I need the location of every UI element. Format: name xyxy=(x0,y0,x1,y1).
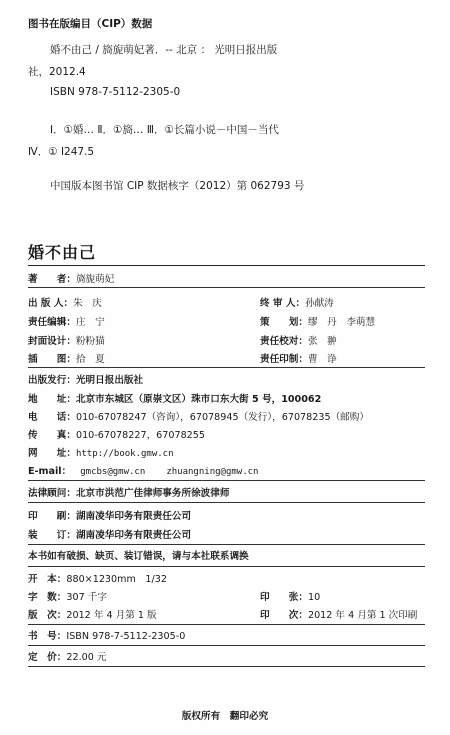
staff-rule xyxy=(28,367,425,368)
print-row xyxy=(28,508,425,522)
author-row xyxy=(28,271,425,285)
website-row xyxy=(28,445,425,459)
print-label: 印 刷： xyxy=(28,511,76,522)
staff-value: 拾 夏 xyxy=(75,354,105,365)
sheets-label: 印 张： xyxy=(260,592,308,603)
phone-value: 010-67078247（咨询），67078945（发行），67078235（邮购） xyxy=(75,412,369,423)
staff-row xyxy=(28,295,425,309)
staff-value: 朱 庆 xyxy=(73,298,102,309)
words-row xyxy=(28,589,425,603)
address-label: 地 址： xyxy=(28,394,76,405)
price-label: 定 价： xyxy=(28,652,67,663)
format-label: 开 本： xyxy=(28,574,67,585)
staff-value: 张 翀 xyxy=(307,336,337,347)
cip-line-1: 婚不由己 / 旖旎萌妃著．-- 北京 ： 光明日报出版 xyxy=(50,44,278,56)
book-title: 婚不由己 xyxy=(28,243,97,262)
staff-label: 策 划： xyxy=(260,317,308,328)
cip-line-2: 社，2012.4 xyxy=(28,66,86,78)
author-label: 著 者： xyxy=(28,274,76,285)
isbn-value: ISBN 978-7-5112-2305-0 xyxy=(66,631,186,642)
publisher-rule xyxy=(28,480,425,481)
edition-label: 版 次： xyxy=(28,610,67,621)
isbn-rule xyxy=(28,645,425,646)
words-label: 字 数： xyxy=(28,592,67,603)
website-value: http://book.gmw.cn xyxy=(75,449,174,459)
format-value: 880×1230mm 1/32 xyxy=(66,574,167,585)
binding-label: 装 订： xyxy=(28,530,76,541)
isbn-label: 书 号： xyxy=(28,631,67,642)
phone-label: 电 话： xyxy=(28,412,76,423)
price-value: 22.00 元 xyxy=(66,652,107,663)
impression-label: 印 次： xyxy=(260,610,308,621)
email-row xyxy=(28,463,425,477)
words-value: 307 千字 xyxy=(66,592,107,603)
price-row xyxy=(28,649,425,663)
publisher-row xyxy=(28,372,425,386)
staff-label: 责任编辑： xyxy=(28,317,76,328)
publisher-name: 光明日报出版社 xyxy=(75,375,144,386)
email-value: gmcbs@gmw.cn xyxy=(80,467,146,477)
price-rule xyxy=(28,666,425,667)
fax-value: 010-67078227，67078255 xyxy=(75,430,205,441)
author-rule xyxy=(28,287,425,288)
staff-value: 缪 丹 李萌慧 xyxy=(307,317,376,328)
staff-value: 粉粉猫 xyxy=(75,336,105,347)
legal-value: 北京市洪范广佳律师事务所徐波律师 xyxy=(75,488,230,499)
staff-value: 曹 诤 xyxy=(307,354,337,365)
address-row xyxy=(28,391,425,405)
print-value: 湖南凌华印务有限责任公司 xyxy=(75,511,192,522)
staff-label: 终 审 人： xyxy=(260,298,306,309)
staff-row xyxy=(28,333,425,347)
email-value: zhuangning@gmw.cn xyxy=(166,467,259,477)
legal-row xyxy=(28,485,425,499)
phone-row xyxy=(28,409,425,423)
edition-rule xyxy=(28,624,425,625)
address-value: 北京市东城区（原崇文区）珠市口东大街 5 号，100062 xyxy=(75,394,322,405)
binding-rule xyxy=(28,544,425,545)
impression-value: 2012 年 4 月第 1 次印刷 xyxy=(307,610,418,621)
cip-isbn: ISBN 978-7-5112-2305-0 xyxy=(50,86,181,98)
author-value: 旖旎萌妃 xyxy=(75,274,115,285)
staff-label: 封面设计： xyxy=(28,336,76,347)
defect-notice: 本书如有破损、缺页、装订错误，请与本社联系调换 xyxy=(28,551,249,562)
staff-label: 责任印制： xyxy=(260,354,308,365)
fax-row xyxy=(28,427,425,441)
email-label: E-mail： xyxy=(28,466,72,477)
cip-verification: 中国版本图书馆 CIP 数据核字（2012）第 062793 号 xyxy=(50,180,305,192)
binding-row xyxy=(28,527,425,541)
website-label: 网 址： xyxy=(28,448,76,459)
staff-value: 孙献涛 xyxy=(305,298,334,309)
sheets-value: 10 xyxy=(307,592,321,603)
staff-label: 责任校对： xyxy=(260,336,308,347)
staff-label: 出 版 人： xyxy=(28,298,74,309)
cip-heading: 图书在版编目（CIP）数据 xyxy=(28,18,153,30)
legal-label: 法律顾问： xyxy=(28,488,76,499)
staff-row xyxy=(28,351,425,365)
legal-rule xyxy=(28,502,425,503)
staff-value: 庄 宁 xyxy=(75,317,105,328)
staff-row xyxy=(28,314,425,328)
copyright-notice: 版权所有 翻印必究 xyxy=(181,711,269,722)
title-rule xyxy=(28,265,425,266)
fax-label: 传 真： xyxy=(28,430,76,441)
publisher-label: 出版发行： xyxy=(28,375,76,386)
cip-classification-1: Ⅰ．①婚… Ⅱ．①旖… Ⅲ．①长篇小说－中国－当代 xyxy=(50,124,279,136)
binding-value: 湖南凌华印务有限责任公司 xyxy=(75,530,192,541)
edition-value: 2012 年 4 月第 1 版 xyxy=(66,610,157,621)
cip-classification-2: Ⅳ．① I247.5 xyxy=(28,146,95,158)
staff-label: 插 图： xyxy=(28,354,76,365)
notice-rule xyxy=(28,566,425,567)
format-row xyxy=(28,571,425,585)
edition-row xyxy=(28,607,425,621)
isbn-row xyxy=(28,628,425,642)
